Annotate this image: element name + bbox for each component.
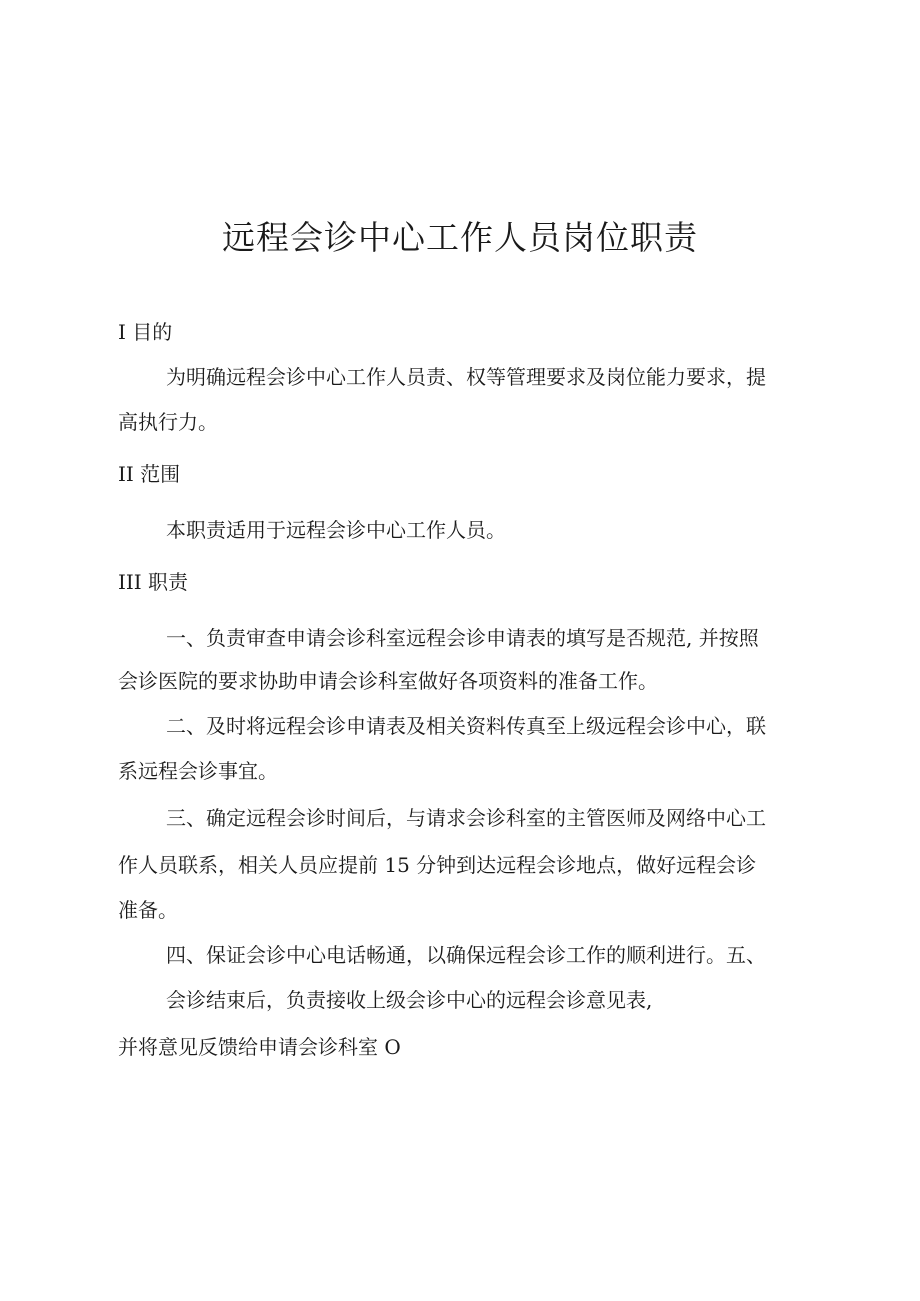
duty-line-2: 会诊医院的要求协助申请会诊科室做好各项资料的准备工作。 <box>118 669 658 693</box>
purpose-line-1: 为明确远程会诊中心工作人员责、权等管理要求及岗位能力要求，提 <box>166 365 766 389</box>
duty-line-3: 二、及时将远程会诊申请表及相关资料传真至上级远程会诊中心，联 <box>166 714 766 738</box>
duty-line-1: 一、负责审查申请会诊科室远程会诊申请表的填写是否规范, 并按照 <box>166 626 759 650</box>
duty-line-7: 准备。 <box>118 898 178 922</box>
section-heading-scope: II 范围 <box>118 462 181 486</box>
document-title: 远程会诊中心工作人员岗位职责 <box>222 218 698 257</box>
duty-line-8: 四、保证会诊中心电话畅通，以确保远程会诊工作的顺利进行。五、 <box>166 943 766 967</box>
section-heading-purpose: I 目的 <box>118 320 173 344</box>
duty-line-5: 三、确定远程会诊时间后，与请求会诊科室的主管医师及网络中心工 <box>166 806 766 830</box>
duty-line-9: 会诊结束后，负责接收上级会诊中心的远程会诊意见表, <box>166 988 653 1012</box>
scope-line-1: 本职责适用于远程会诊中心工作人员。 <box>166 518 506 542</box>
duty-line-4: 系远程会诊事宜。 <box>118 759 278 783</box>
duty-line-6: 作人员联系，相关人员应提前 15 分钟到达远程会诊地点，做好远程会诊 <box>118 853 757 877</box>
duty-line-10: 并将意见反馈给申请会诊科室 O <box>118 1035 401 1059</box>
section-heading-duties: III 职责 <box>118 570 189 594</box>
purpose-line-2: 高执行力。 <box>118 410 218 434</box>
